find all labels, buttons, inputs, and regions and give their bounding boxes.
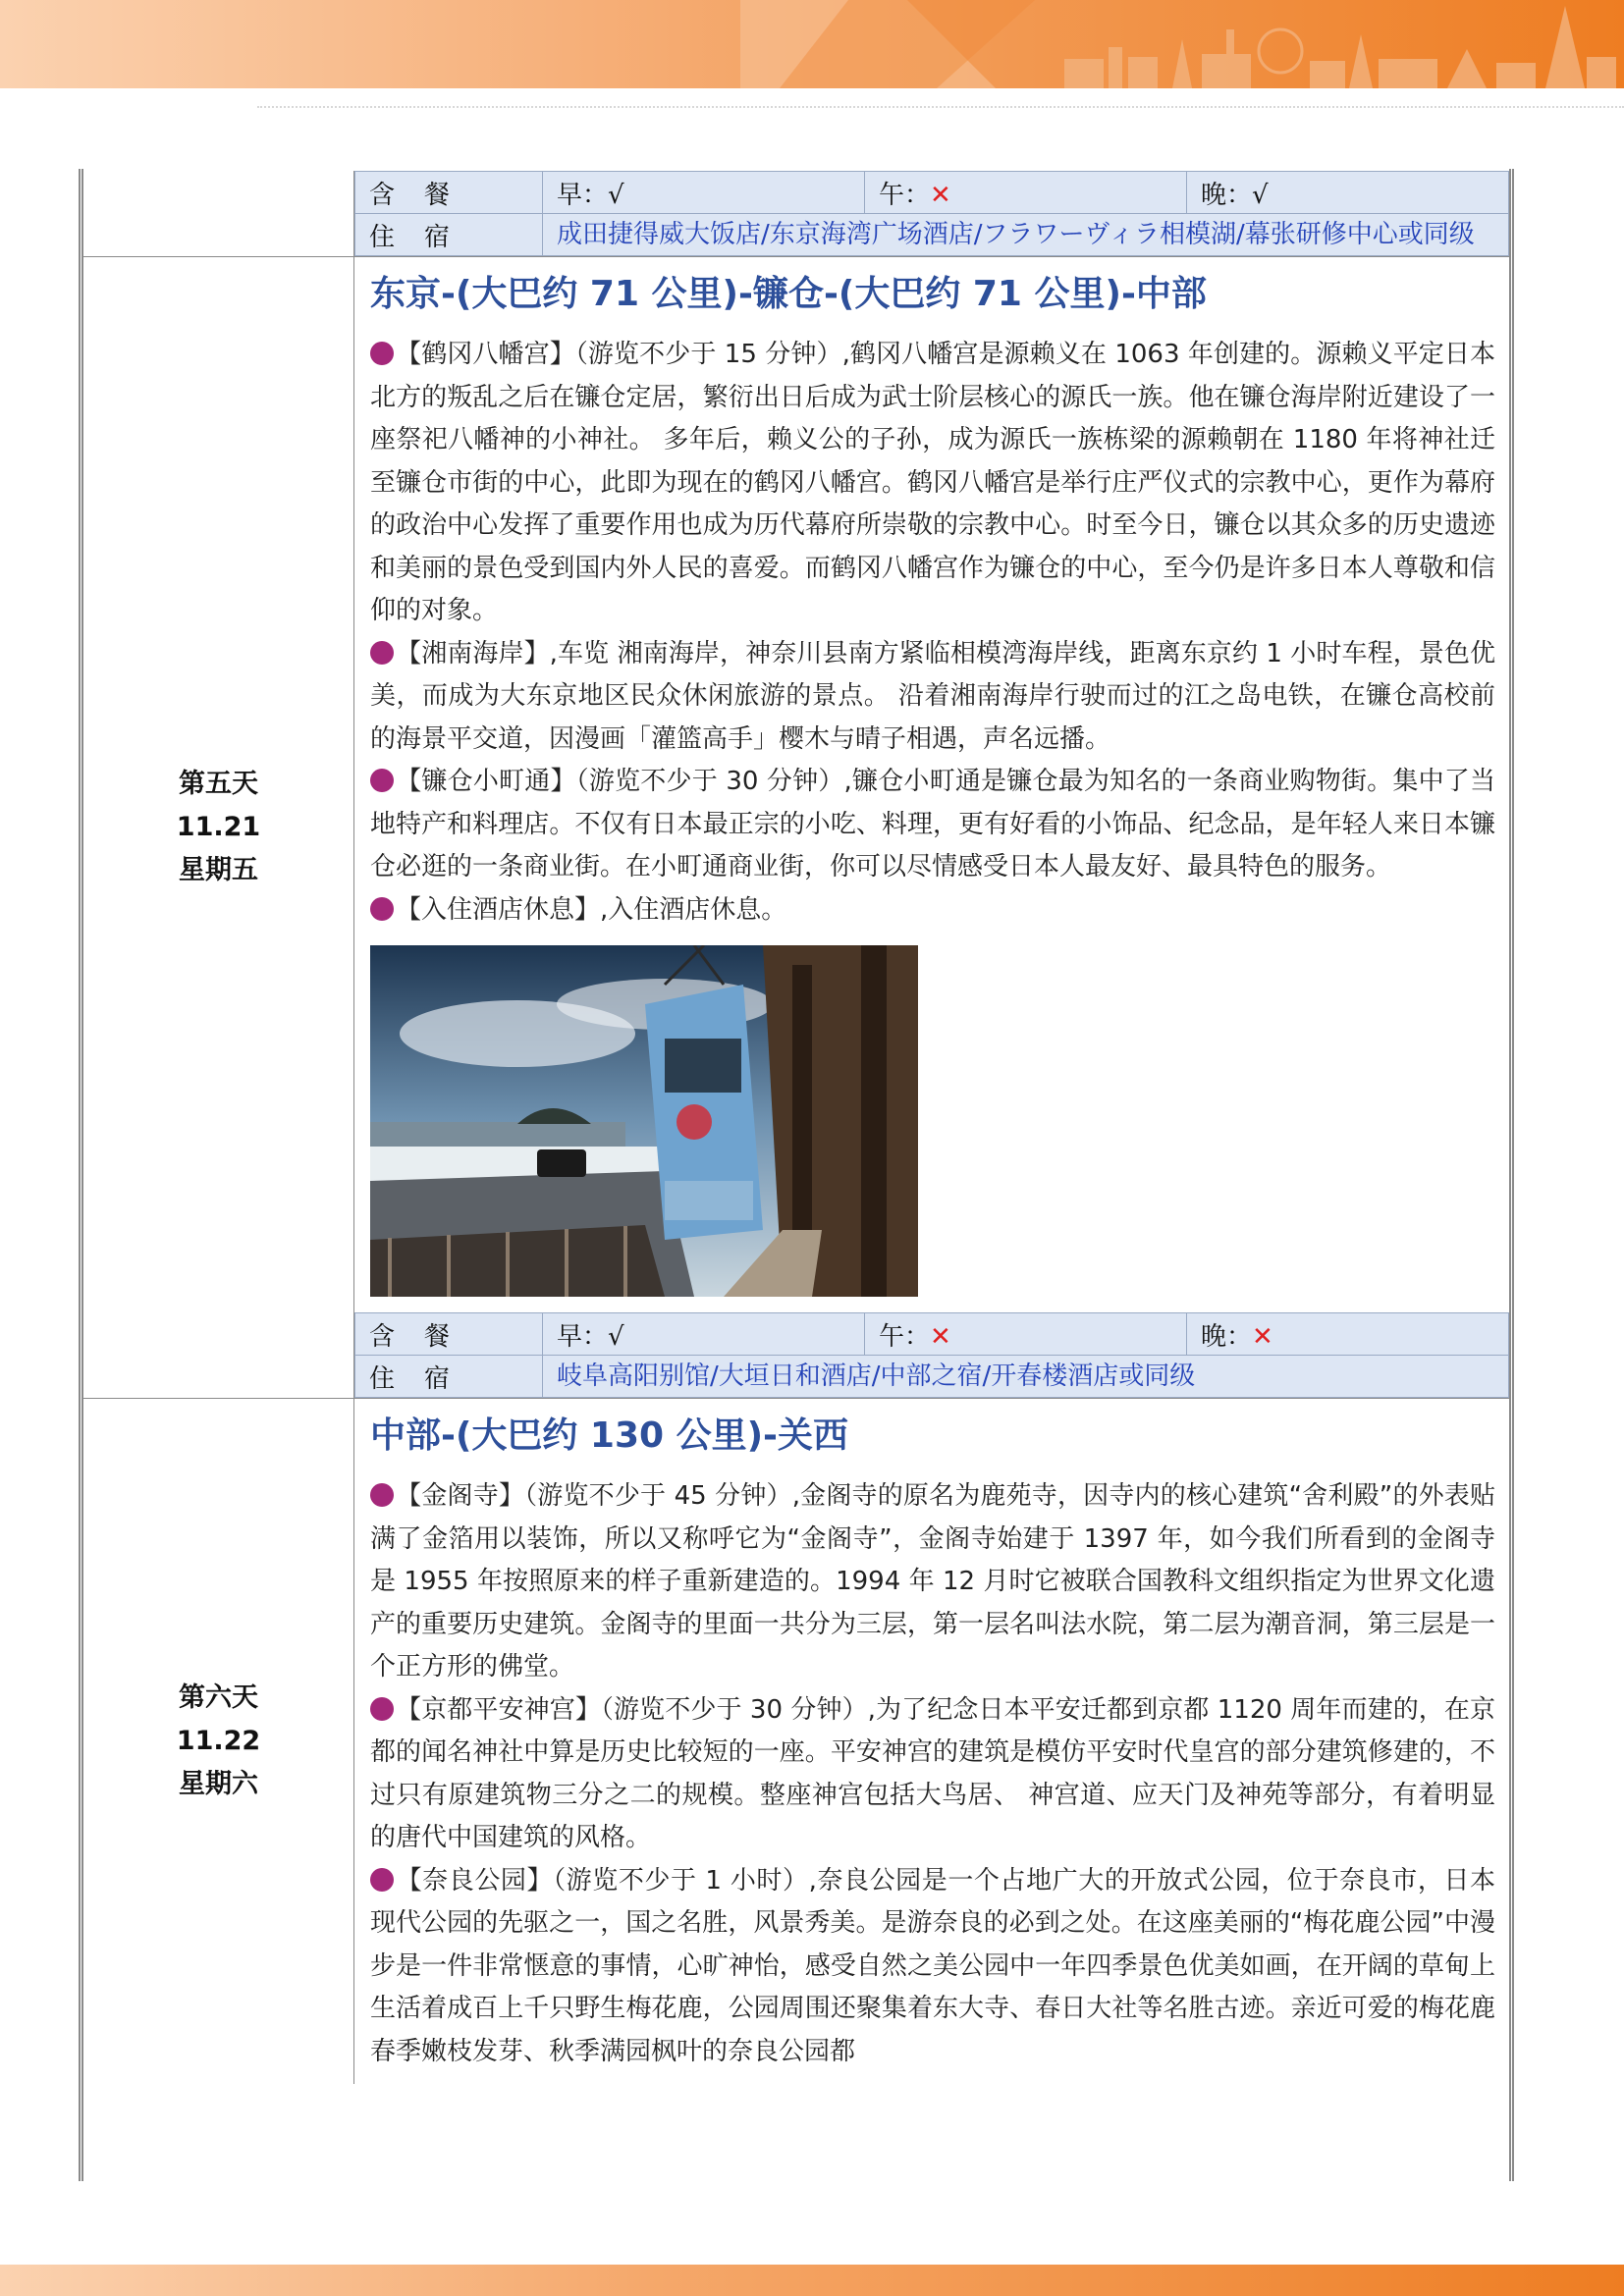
- day6-content-cell: [354, 1399, 1510, 2085]
- hotel-value: 岐阜高阳别馆/大垣日和酒店/中部之宿/开春楼酒店或同级: [543, 1356, 1509, 1398]
- day-weekday: 星期六: [179, 1769, 258, 1799]
- cross-mark-icon: ✕: [930, 180, 951, 210]
- day-date: 11.21: [176, 812, 261, 842]
- dinner-text: 晚：: [1201, 1321, 1253, 1352]
- day-date: 11.22: [176, 1726, 261, 1756]
- day4-meal-table: [354, 171, 1509, 256]
- day6-day-cell: [83, 1399, 354, 2085]
- day-label: 第六天: [179, 1682, 258, 1713]
- day5-meal-table: [354, 1312, 1509, 1398]
- meals-label: 含 餐: [355, 172, 543, 214]
- bullet-dot-icon: [370, 1697, 394, 1721]
- itinerary-table: [83, 171, 1509, 2084]
- hotel-label: 住 宿: [355, 1356, 543, 1398]
- attraction-paragraph: 【入住酒店休息】,入住酒店休息。: [370, 889, 1495, 933]
- bullet-dot-icon: [370, 1483, 394, 1507]
- cross-mark-icon: ✕: [930, 1321, 951, 1352]
- bullet-dot-icon: [370, 769, 394, 792]
- day6-row: [83, 1399, 1509, 2085]
- attraction-paragraph: 【奈良公园】（游览不少于 1 小时）,奈良公园是一个占地广大的开放式公园，位于奈良市，日本现代公园的先驱之一，国之名胜，风景秀美。是游奈良的必到之处。在这座美丽的“梅花鹿公园”中漫步是一件非常惬意的事情，心旷神怡，感受自然之美公园中一年四季景色优美如画，在开阔的草甸上生活着成百上千只野生梅花鹿，公园周围还聚集着东大寺、春日大社等名胜古迹。亲近可爱的梅花鹿春季嫩枝发芽、秋季满园枫叶的奈良公园都: [370, 1865, 1495, 2066]
- attraction-paragraph: 【京都平安神宫】（游览不少于 30 分钟）,为了纪念日本平安迁都到京都 1120 周年而建的，在京都的闻名神社中算是历史比较短的一座。平安神宫的建筑是模仿平安时代皇宫的部分建筑修建的，不过只有原建筑物三分之二的规模。整座神宫包括大鸟居、 神宫道、应天门及神苑等部分，有着明显的唐代中国建筑的风格。: [370, 1694, 1495, 1852]
- meals-label: 含 餐: [355, 1313, 543, 1356]
- lunch-cell: [865, 1313, 1187, 1356]
- lunch-text: 午：: [879, 180, 931, 210]
- day5-day-cell: [83, 257, 354, 1399]
- bullet-dot-icon: [370, 897, 394, 921]
- attraction-paragraph: 【湘南海岸】,车览 湘南海岸，神奈川县南方紧临相模湾海岸线，距离东京约 1 小时车程，景色优美，而成为大东京地区民众休闲旅游的景点。 沿着湘南海岸行驶而过的江之岛电铁，在镰仓高校前的海景平交道，因漫画「灌篮高手」樱木与晴子相遇，声名远播。: [370, 638, 1495, 754]
- dinner-cell: [1187, 1313, 1509, 1356]
- bullet-dot-icon: [370, 342, 394, 365]
- attraction-paragraph: 【金阁寺】（游览不少于 45 分钟）,金阁寺的原名为鹿苑寺，因寺内的核心建筑“舍利殿”的外表贴满了金箔用以装饰，所以又称呼它为“金阁寺”，金阁寺始建于 1397 年，如今我们所看到的金阁寺是 1955 年按照原来的样子重新建造的。1994 年 12 月时它被联合国教科文组织指定为世界文化遗产的重要历史建筑。金阁寺的里面一共分为三层，第一层名叫法水院，第二层为潮音洞，第三层是一个正方形的佛堂。: [370, 1481, 1495, 1682]
- day4-day-cell: [83, 171, 354, 257]
- day5-row: [83, 257, 1509, 1399]
- day-weekday: 星期五: [179, 855, 258, 885]
- header-banner: [0, 0, 1624, 88]
- header-rule: [257, 106, 1624, 108]
- bullet-dot-icon: [370, 1868, 394, 1892]
- lunch-text: 午：: [879, 1321, 931, 1352]
- hotel-value: 成田捷得威大饭店/东京海湾广场酒店/フラワーヴィラ相模湖/幕张研修中心或同级: [543, 214, 1509, 256]
- footer-banner: [0, 2265, 1624, 2296]
- dinner-cell: 晚：√: [1187, 172, 1509, 214]
- breakfast-cell: 早：√: [543, 172, 865, 214]
- breakfast-cell: 早：√: [543, 1313, 865, 1356]
- enoden-train-photo: [370, 945, 918, 1297]
- hotel-label: 住 宿: [355, 214, 543, 256]
- cross-mark-icon: ✕: [1252, 1321, 1273, 1352]
- bullet-dot-icon: [370, 641, 394, 665]
- day-label: 第五天: [179, 769, 258, 799]
- route-title: 东京-(大巴约 71 公里)-镰仓-(大巴约 71 公里)-中部: [370, 274, 1207, 314]
- attraction-paragraph: 【镰仓小町通】（游览不少于 30 分钟）,镰仓小町通是镰仓最为知名的一条商业购物街。集中了当地特产和料理店。不仅有日本最正宗的小吃、料理，更有好看的小饰品、纪念品，是年轻人来日本镰仓必逛的一条商业街。在小町通商业街，你可以尽情感受日本人最友好、最具特色的服务。: [370, 767, 1495, 881]
- day5-content-cell: [354, 257, 1510, 1399]
- day5-description: [354, 257, 1509, 1312]
- attraction-paragraph: 【鹤冈八幡宫】（游览不少于 15 分钟）,鹤冈八幡宫是源赖义在 1063 年创建的。源赖义平定日本北方的叛乱之后在镰仓定居，繁衍出日后成为武士阶层核心的源氏一族。他在镰仓海岸附近建设了一座祭祀八幡神的小神社。 多年后，赖义公的子孙，成为源氏一族栋梁的源赖朝在 1180 年将神社迁至镰仓市街的中心，此即为现在的鹤冈八幡宫。鹤冈八幡宫是举行庄严仪式的宗教中心，更作为幕府的政治中心发挥了重要作用也成为历代幕府所崇敬的宗教中心。时至今日，镰仓以其众多的历史遗迹和美丽的景色受到国内外人民的喜爱。而鹤冈八幡宫作为镰仓的中心，至今仍是许多日本人尊敬和信仰的对象。: [370, 340, 1495, 625]
- day4-tail-row: [83, 171, 1509, 257]
- day6-description: [354, 1399, 1509, 2083]
- city-skyline-decoration: [740, 0, 1624, 88]
- route-title: 中部-(大巴约 130 公里)-关西: [370, 1415, 849, 1456]
- day4-content-cell: [354, 171, 1510, 257]
- lunch-cell: [865, 172, 1187, 214]
